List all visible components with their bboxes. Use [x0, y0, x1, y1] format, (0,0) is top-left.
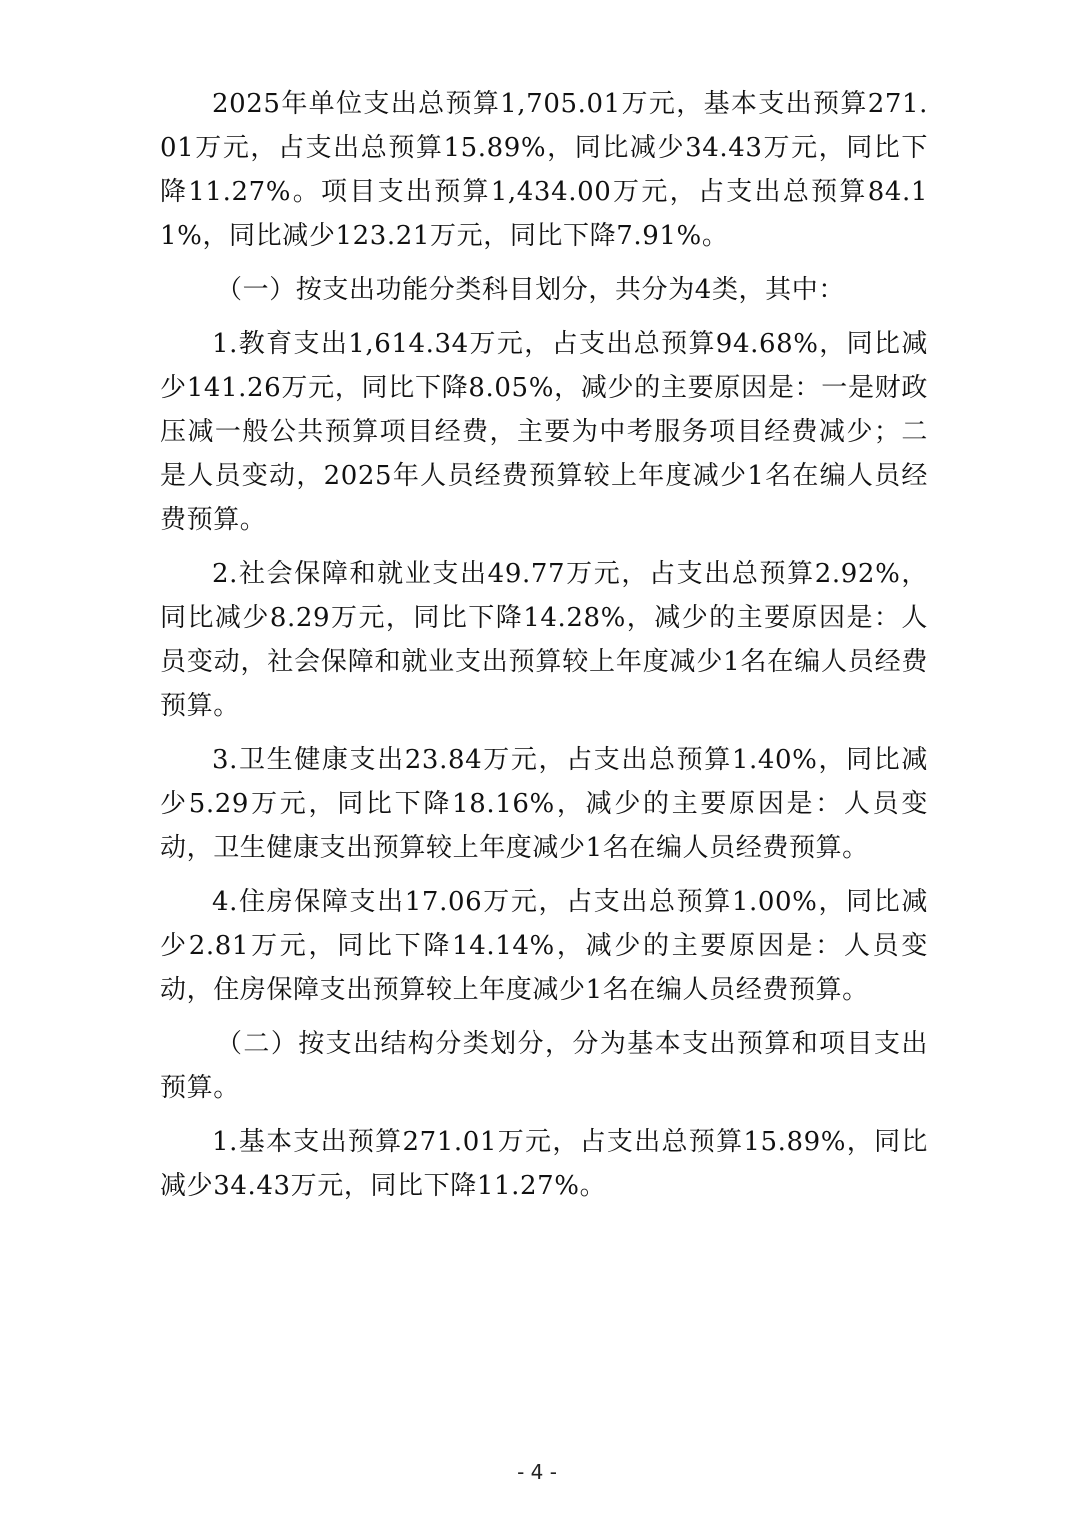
page-number: - 4 - — [517, 1460, 557, 1484]
document-body — [160, 82, 928, 1218]
section-heading-structural: （二）按支出结构分类划分，分为基本支出预算和项目支出预算。 — [160, 1029, 928, 1103]
section-heading-functional: （一）按支出功能分类科目划分，共分为4类，其中： — [216, 275, 845, 305]
paragraph-summary: 2025年单位支出总预算1,705.01万元，基本支出预算271.01万元，占支出总预算15.89%，同比减少34.43万元，同比下降11.27%。项目支出预算1,434.00万元，占支出总预算84.11%，同比减少123.21万元，同比下降7.91%。 — [160, 89, 928, 251]
paragraph-health: 3.卫生健康支出23.84万元，占支出总预算1.40%，同比减少5.29万元，同比下降18.16%，减少的主要原因是：人员变动，卫生健康支出预算较上年度减少1名在编人员经费预算。 — [160, 745, 928, 863]
paragraph-housing: 4.住房保障支出17.06万元，占支出总预算1.00%，同比减少2.81万元，同比下降14.14%，减少的主要原因是：人员变动，住房保障支出预算较上年度减少1名在编人员经费预算。 — [160, 887, 928, 1005]
paragraph-basic-expenditure: 1.基本支出预算271.01万元，占支出总预算15.89%，同比减少34.43万元，同比下降11.27%。 — [160, 1127, 928, 1201]
paragraph-education: 1.教育支出1,614.34万元，占支出总预算94.68%，同比减少141.26万元，同比下降8.05%，减少的主要原因是：一是财政压减一般公共预算项目经费，主要为中考服务项目经费减少；二是人员变动，2025年人员经费预算较上年度减少1名在编人员经费预算。 — [160, 329, 928, 535]
paragraph-social-security: 2.社会保障和就业支出49.77万元，占支出总预算2.92%，同比减少8.29万元，同比下降14.28%，减少的主要原因是：人员变动，社会保障和就业支出预算较上年度减少1名在编人员经费预算。 — [160, 559, 928, 721]
